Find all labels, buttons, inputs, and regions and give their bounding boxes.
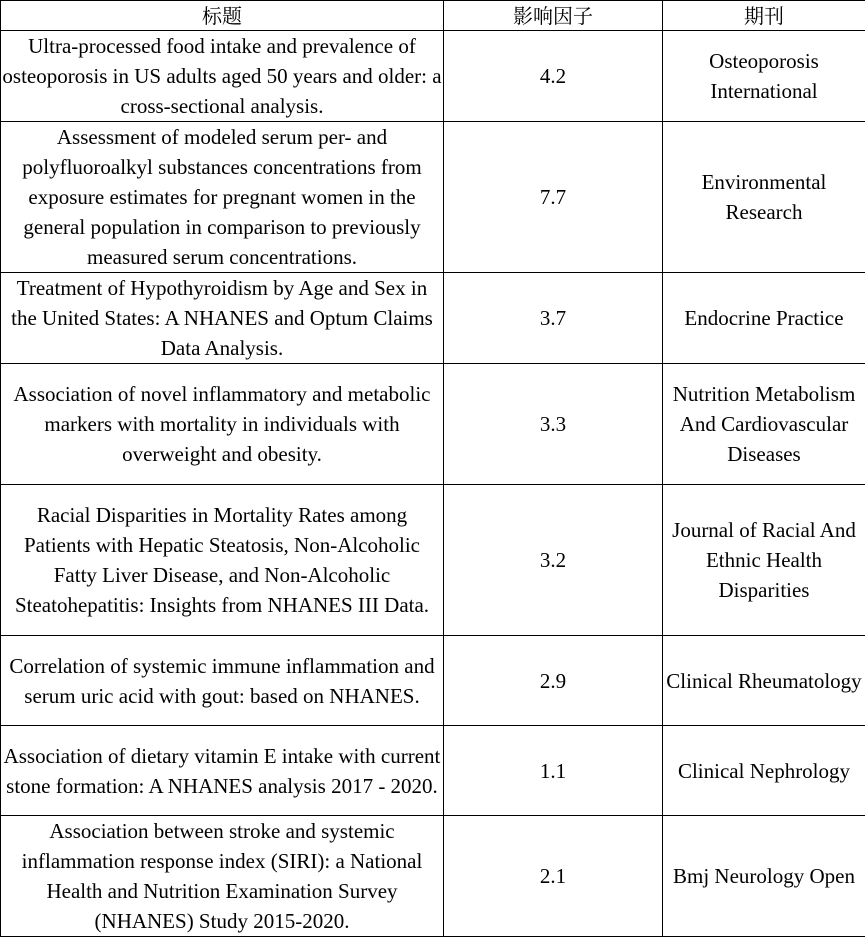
row-title: Ultra-processed food intake and prevalence of osteoporosis in US adults aged 50 years and older: a cross-sectional analysis. [1,31,444,122]
row-journal: Bmj Neurology Open [663,816,865,937]
row-title: Association of dietary vitamin E intake with current stone formation: A NHANES analysis 2017 - 2020. [1,726,444,816]
row-impact-factor: 2.9 [444,636,663,726]
row-impact-factor: 3.3 [444,364,663,485]
row-journal: Journal of Racial And Ethnic Health Disparities [663,485,865,636]
row-journal: Clinical Nephrology [663,726,865,816]
row-title: Correlation of systemic immune inflammation and serum uric acid with gout: based on NHANES. [1,636,444,726]
header-row [1,1,865,31]
row-title: Racial Disparities in Mortality Rates among Patients with Hepatic Steatosis, Non-Alcoholic Fatty Liver Disease, and Non-Alcoholic Steatohepatitis: Insights from NHANES III Data. [1,485,444,636]
row-title: Treatment of Hypothyroidism by Age and Sex in the United States: A NHANES and Optum Claims Data Analysis. [1,273,444,364]
row-title: Assessment of modeled serum per- and polyfluoroalkyl substances concentrations from exposure estimates for pregnant women in the general population in comparison to previously measured serum concentrations. [1,122,444,273]
table-row [1,636,865,726]
table-row [1,816,865,937]
row-impact-factor: 2.1 [444,816,663,937]
table-row [1,273,865,364]
table-row [1,485,865,636]
row-journal: Environmental Research [663,122,865,273]
row-title: Association between stroke and systemic inflammation response index (SIRI): a National Health and Nutrition Examination Survey (NHANES) Study 2015-2020. [1,816,444,937]
row-impact-factor: 7.7 [444,122,663,273]
table-row [1,122,865,273]
table-row [1,364,865,485]
row-title: Association of novel inflammatory and metabolic markers with mortality in individuals with overweight and obesity. [1,364,444,485]
header-title: 标题 [1,1,444,31]
row-impact-factor: 4.2 [444,31,663,122]
table-row [1,31,865,122]
row-impact-factor: 3.2 [444,485,663,636]
row-impact-factor: 3.7 [444,273,663,364]
row-journal: Nutrition Metabolism And Cardiovascular Diseases [663,364,865,485]
row-journal: Endocrine Practice [663,273,865,364]
header-impact-factor: 影响因子 [444,1,663,31]
row-journal: Osteoporosis International [663,31,865,122]
header-journal: 期刊 [663,1,865,31]
row-impact-factor: 1.1 [444,726,663,816]
table-row [1,726,865,816]
row-journal: Clinical Rheumatology [663,636,865,726]
